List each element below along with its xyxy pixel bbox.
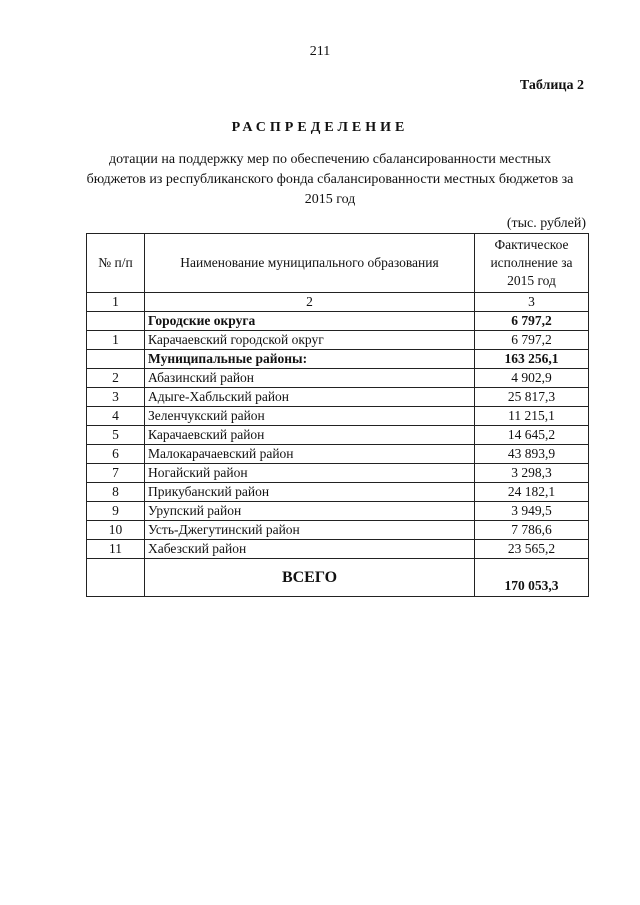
table-body	[87, 312, 589, 559]
page-number: 211	[309, 44, 331, 59]
row-name: Карачаевский городской округ	[145, 331, 475, 350]
table-row	[87, 540, 589, 559]
row-value: 6 797,2	[475, 331, 589, 350]
table-row	[87, 464, 589, 483]
units-label: (тыс. рублей)	[506, 216, 586, 231]
column-number: 2	[145, 293, 475, 312]
row-name: Урупский район	[145, 502, 475, 521]
row-value: 7 786,6	[475, 521, 589, 540]
row-name: Адыге-Хабльский район	[145, 388, 475, 407]
distribution-table	[86, 233, 589, 597]
row-value: 3 298,3	[475, 464, 589, 483]
row-number: 3	[87, 388, 145, 407]
table-row	[87, 521, 589, 540]
row-name: Зеленчукский район	[145, 407, 475, 426]
table-group-row	[87, 312, 589, 331]
row-name: Хабезский район	[145, 540, 475, 559]
column-number: 1	[87, 293, 145, 312]
row-number	[87, 312, 145, 331]
row-value: 23 565,2	[475, 540, 589, 559]
row-name: Ногайский район	[145, 464, 475, 483]
row-value: 14 645,2	[475, 426, 589, 445]
table-group-row	[87, 350, 589, 369]
row-value: 24 182,1	[475, 483, 589, 502]
table-row	[87, 388, 589, 407]
table-header-row	[87, 234, 589, 293]
row-number: 2	[87, 369, 145, 388]
row-number: 11	[87, 540, 145, 559]
table-row	[87, 426, 589, 445]
table-row	[87, 407, 589, 426]
table-label: Таблица 2	[519, 78, 584, 93]
column-number: 3	[475, 293, 589, 312]
row-name: Абазинский район	[145, 369, 475, 388]
row-number: 1	[87, 331, 145, 350]
row-name: Усть-Джегутинский район	[145, 521, 475, 540]
row-value: 25 817,3	[475, 388, 589, 407]
row-name: Малокарачаевский район	[145, 445, 475, 464]
row-number: 10	[87, 521, 145, 540]
table-row	[87, 445, 589, 464]
row-number: 6	[87, 445, 145, 464]
row-value: 163 256,1	[475, 350, 589, 369]
row-number: 7	[87, 464, 145, 483]
row-value: 43 893,9	[475, 445, 589, 464]
row-number: 9	[87, 502, 145, 521]
header-number: № п/п	[87, 234, 145, 293]
table-row	[87, 369, 589, 388]
total-label: ВСЕГО	[145, 559, 475, 597]
header-value: Фактическое исполнение за 2015 год	[475, 234, 589, 293]
total-row	[87, 559, 589, 597]
document-subtitle: дотации на поддержку мер по обеспечению сбалансированности местных бюджетов из республиканского фонда сбалансированности местных бюджетов за 2015 год	[86, 152, 574, 207]
total-number-cell	[87, 559, 145, 597]
row-name: Городские округа	[145, 312, 475, 331]
row-number: 8	[87, 483, 145, 502]
row-value: 6 797,2	[475, 312, 589, 331]
row-value: 3 949,5	[475, 502, 589, 521]
row-name: Муниципальные районы:	[145, 350, 475, 369]
row-value: 4 902,9	[475, 369, 589, 388]
document-title: РАСПРЕДЕЛЕНИЕ	[231, 120, 409, 135]
row-name: Карачаевский район	[145, 426, 475, 445]
row-name: Прикубанский район	[145, 483, 475, 502]
row-number	[87, 350, 145, 369]
header-name: Наименование муниципального образования	[145, 234, 475, 293]
total-value: 170 053,3	[475, 559, 589, 597]
table-row	[87, 331, 589, 350]
row-number: 4	[87, 407, 145, 426]
column-number-row	[87, 293, 589, 312]
table-row	[87, 502, 589, 521]
table-row	[87, 483, 589, 502]
row-number: 5	[87, 426, 145, 445]
row-value: 11 215,1	[475, 407, 589, 426]
